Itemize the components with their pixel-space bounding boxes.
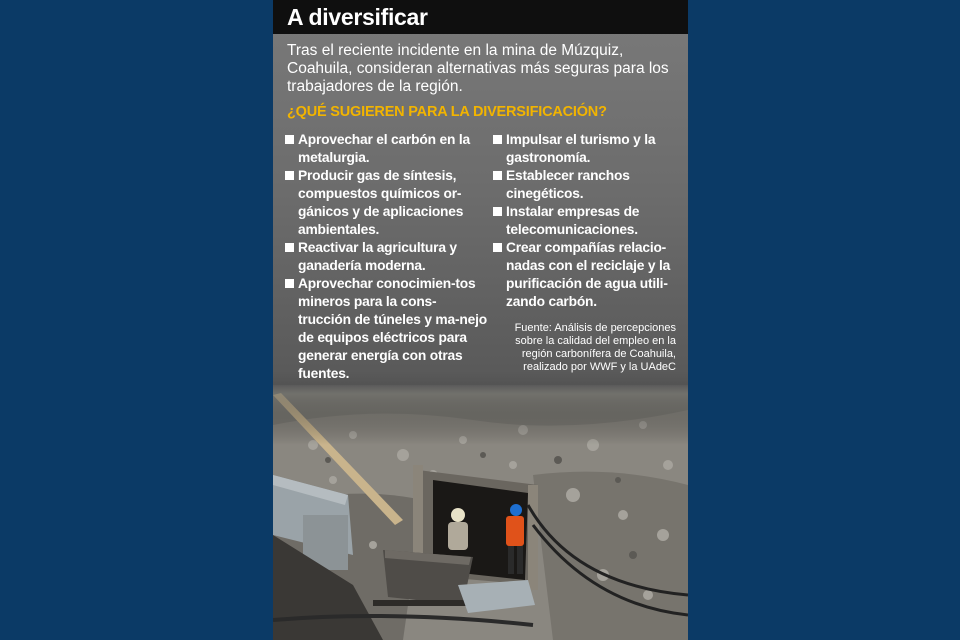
square-bullet-icon [285, 135, 294, 144]
square-bullet-icon [285, 279, 294, 288]
source-note: Fuente: Análisis de percepciones sobre la calidad del empleo en la región carbonífera de Coahuila, realizado por WWF y la UAdeC [514, 322, 676, 373]
square-bullet-icon [493, 171, 502, 180]
list-item-text: Producir gas de síntesis, compuestos químicos or-gánicos y de aplicaciones ambientales. [298, 168, 464, 237]
title-bar [273, 0, 688, 34]
list-item-text: Establecer ranchos cinegéticos. [506, 168, 630, 201]
section-subtitle: ¿QUÉ SUGIEREN PARA LA DIVERSIFICACIÓN? [287, 104, 607, 120]
list-item-text: Crear compañías relacio-nadas con el reciclaje y la purificación de agua utili-zando carbón. [506, 240, 671, 309]
square-bullet-icon [493, 207, 502, 216]
list-item-text: Instalar empresas de telecomunicaciones. [506, 204, 640, 237]
right-column [493, 131, 683, 311]
list-item [285, 275, 489, 383]
infographic-card [273, 0, 688, 640]
list-item [493, 131, 683, 167]
list-item [285, 167, 489, 239]
list-item [285, 239, 489, 275]
list-item [285, 131, 489, 167]
list-item [493, 239, 683, 311]
list-item [493, 167, 683, 203]
square-bullet-icon [285, 171, 294, 180]
left-column [285, 131, 489, 383]
mine-entrance-photo [273, 385, 688, 640]
intro-text: Tras el reciente incidente en la mina de Múzquiz, Coahuila, consideran alternativas más seguras para los trabajadores de la región. [287, 42, 669, 95]
square-bullet-icon [493, 135, 502, 144]
list-item-text: Aprovechar el carbón en la metalurgia. [298, 132, 470, 165]
list-item-text: Aprovechar conocimien-tos mineros para la cons-trucción de túneles y ma-nejo de equipos eléctricos para generar energía con otras fuentes. [298, 276, 487, 381]
list-item-text: Impulsar el turismo y la gastronomía. [506, 132, 656, 165]
square-bullet-icon [493, 243, 502, 252]
square-bullet-icon [285, 243, 294, 252]
list-item [493, 203, 683, 239]
infographic-title: A diversificar [287, 4, 428, 30]
list-item-text: Reactivar la agricultura y ganadería moderna. [298, 240, 457, 273]
